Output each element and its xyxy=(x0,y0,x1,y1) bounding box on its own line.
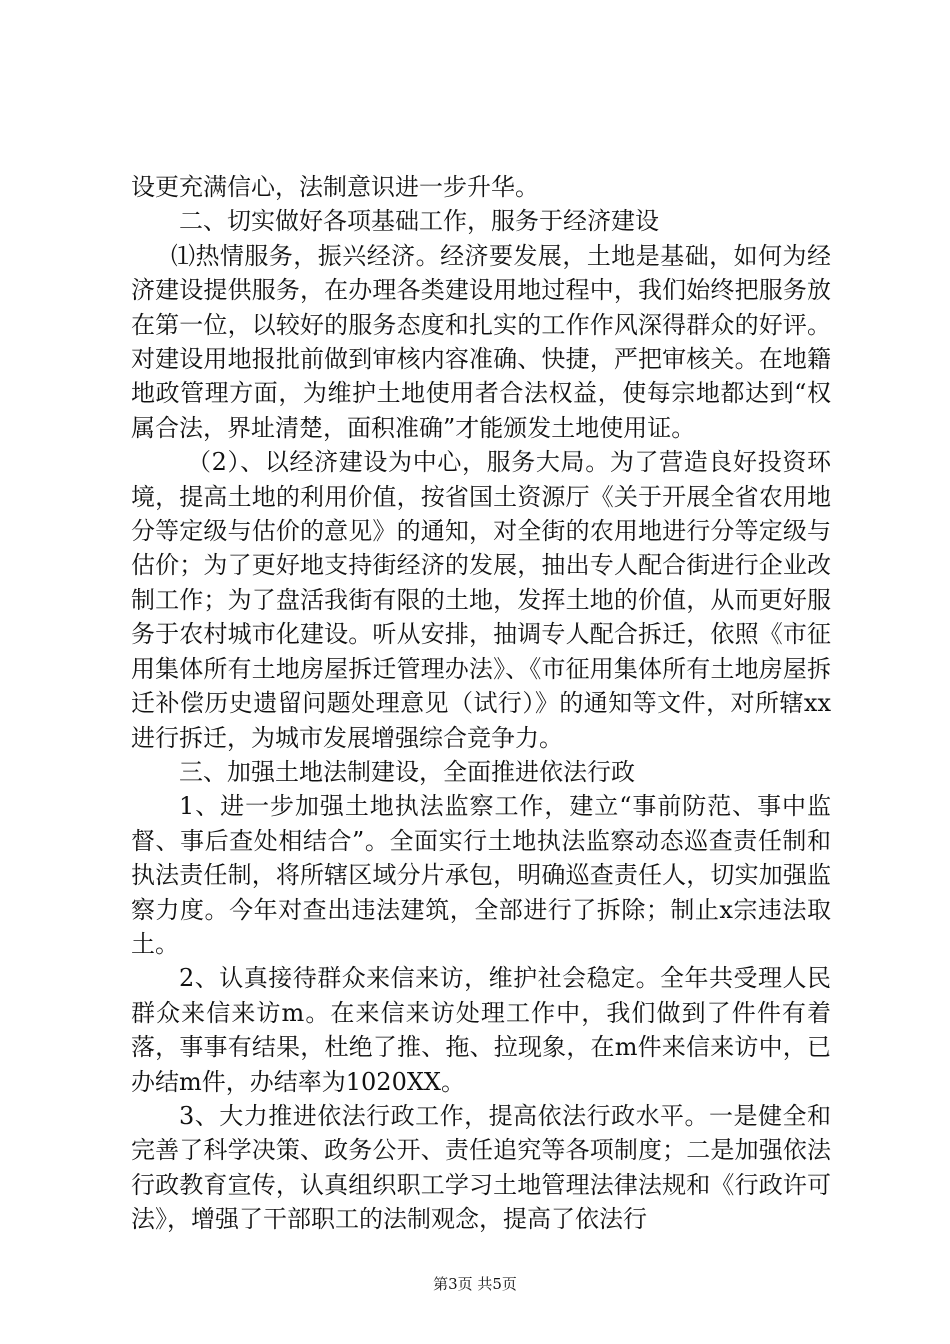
paragraph-item-2: （2）、以经济建设为中心，服务大局。为了营造良好投资环境，提高土地的利用价值，按省国土资源厅《关于开展全省农用地分等定级与估价的意见》的通知，对全街的农用地进行分等定级与估价；为了更好地支持街经济的发展，抽出专人配合街进行企业改制工作；为了盘活我街有限的土地，发挥土地的价值，从而更好服务于农村城市化建设。听从安排，抽调专人配合拆迁，依照《市征用集体所有土地房屋拆迁管理办法》、《市征用集体所有土地房屋拆迁补偿历史遗留问题处理意见（试行）》的通知等文件，对所辖xx进行拆迁，为城市发展增强综合竞争力。 xyxy=(131,448,831,752)
paragraph-continuation: 设更充满信心，法制意识进一步升华。 xyxy=(131,173,539,201)
page-footer xyxy=(0,1273,950,1294)
section-heading-2: 二、切实做好各项基础工作，服务于经济建设 xyxy=(179,207,659,236)
page-number-label: 第3页 共5页 xyxy=(433,1275,517,1293)
paragraph-point-2: 2、认真接待群众来信来访，维护社会稳定。全年共受理人民群众来信来访m。在来信来访处理工作中，我们做到了件件有着落，事事有结果，杜绝了推、拖、拉现象，在m件来信来访中，已办结m件，办结率为1020XX。 xyxy=(131,964,831,1096)
paragraph-point-1: 1、进一步加强土地执法监察工作，建立“事前防范、事中监督、事后查处相结合”。全面实行土地执法监察动态巡查责任制和执法责任制，将所辖区域分片承包，明确巡查责任人，切实加强监察力度。今年对查出违法建筑，全部进行了拆除；制止x宗违法取土。 xyxy=(131,792,831,958)
paragraph-point-3: 3、大力推进依法行政工作，提高依法行政水平。一是健全和完善了科学决策、政务公开、责任追究等各项制度；二是加强依法行政教育宣传，认真组织职工学习土地管理法律法规和《行政许可法》，增强了干部职工的法制观念，提高了依法行 xyxy=(131,1101,831,1234)
section-heading-3: 三、加强土地法制建设，全面推进依法行政 xyxy=(179,757,635,786)
document-body xyxy=(131,170,831,1237)
paragraph-item-1: ⑴热情服务，振兴经济。经济要发展，土地是基础，如何为经济建设提供服务，在办理各类建设用地过程中，我们始终把服务放在第一位，以较好的服务态度和扎实的工作作风深得群众的好评。对建设用地报批前做到审核内容准确、快捷，严把审核关。在地籍地政管理方面，为维护土地使用者合法权益，使每宗地都达到“权属合法，界址清楚，面积准确”才能颁发土地使用证。 xyxy=(131,241,831,442)
